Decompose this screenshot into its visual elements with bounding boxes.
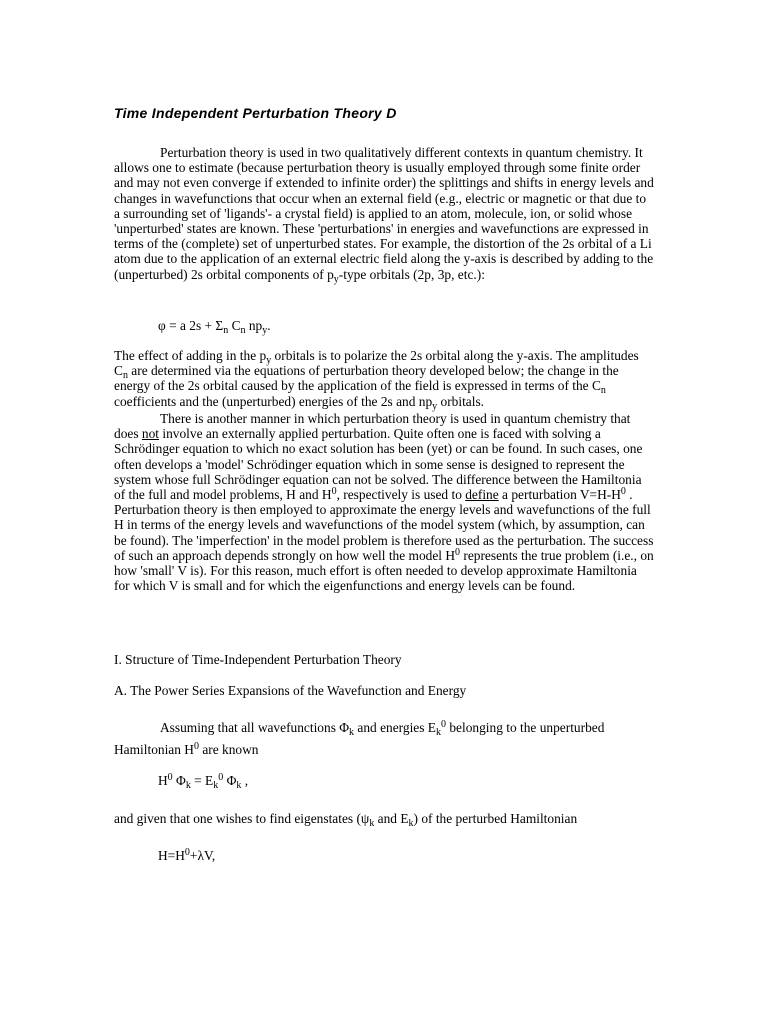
equation-phi: φ = a $2s + \Sigma_n$ $C_n$ $np_y$. xyxy=(158,318,271,336)
subsection-heading-power-series: A. The Power Series Expansions of the Wavefunction and Energy xyxy=(114,683,467,698)
underlined-define: define xyxy=(465,487,499,503)
equation-perturbed-hamiltonian: $H=H^0+\lambda V$, xyxy=(158,847,216,863)
document-title: Time Independent Perturbation Theory D xyxy=(114,105,397,121)
section-heading-structure: I. Structure of Time-Independent Perturbation Theory xyxy=(114,652,402,667)
paragraph-assuming: Assuming that all wavefunctions $\Phi_k$ and energies $E_k^0$ belonging to the unperturbed Hamiltonian $H^0$ are known xyxy=(114,719,605,757)
equation-unperturbed: $H^0$ $\Phi_k = E_k^0$ $\Phi_k$ , xyxy=(158,772,249,791)
paragraph-model-problem: There is another manner in which perturbation theory is used in quantum chemistry that does not involve an externally applied perturbation. Quite often one is faced with solving a Schrödinger equation to which no exact solution has been (yet) or can be found. In such cases, one often develops a 'model' Schrödinger equation which in some sense is designed to represent the system whose full Schrödinger equation can not be solved. The difference between the Hamiltonia of the full and model problems, H and $H^0$, respectively is used to define a perturbation $V=H-H^0$ . Perturbation theory is then employed to approximate the energy levels and wavefunctions of the full H in terms of the energy levels and wavefunctions of the model system (which, by assumption, can be found). The 'imperfection' in the model problem is therefore used as the perturbation. The success of such an approach depends strongly on how well the model $H^0$ represents the true problem (i.e., on how 'small' V is). For this reason, much effort is often needed to develop approximate Hamiltonia for which V is small and for which the eigenfunctions and energy levels can be found. xyxy=(114,411,654,594)
underlined-not: not xyxy=(141,426,160,442)
paragraph-eigenstates: and given that one wishes to find eigenstates ($\psi_k$ and $E_k$) of the perturbed Hamiltonian xyxy=(114,811,578,829)
paragraph-polarize: The effect of adding in the $p_y$ orbitals is to polarize the 2s orbital along the y-axis. The amplitudes $C_n$ are determined via the equations of perturbation theory developed below; the change in the energy of the 2s orbital caused by the application of the field is expressed in terms of the $C_n$ coefficients and the (unperturbed) energies of the 2s and $np_y$ orbitals. xyxy=(114,348,639,412)
paragraph-intro: Perturbation theory is used in two qualitatively different contexts in quantum chemistry. It allows one to estimate (because perturbation theory is usually employed through some finite order and may not even converge if extended to infinite order) the splittings and shifts in energy levels and changes in wavefunctions that occur when an external field (e.g., electric or magnetic or that due to a surrounding set of 'ligands'- a crystal field) is applied to an atom, molecule, ion, or solid whose 'unperturbed' states are known. These 'perturbations' in energies and wavefunctions are expressed in terms of the (complete) set of unperturbed states. For example, the distortion of the 2s orbital of a Li atom due to the application of an external electric field along the y-axis is described by adding to the (unperturbed) 2s orbital components of $p_y$-type orbitals (2p, 3p, etc.): xyxy=(114,145,654,285)
